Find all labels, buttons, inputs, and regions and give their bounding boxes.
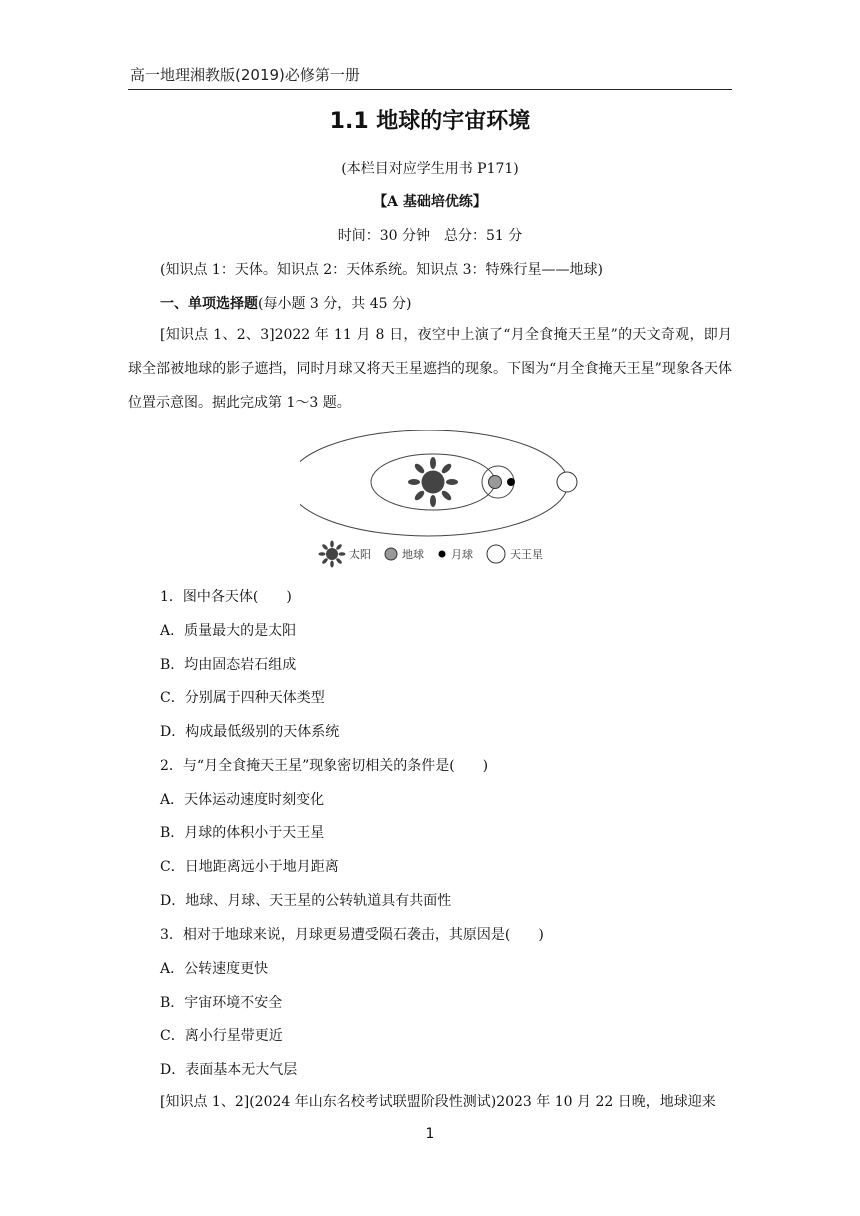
legend-item-uranus (485, 543, 543, 565)
uranus-legend-icon (485, 543, 507, 565)
moon-icon (507, 478, 515, 486)
intro-1-text: 2022 年 11 月 8 日，夜空中上演了“月全食掩天王星”的天文奇观，即月球全部被地球的影子遮挡，同时月球又将天王星遮挡的现象。下图为“月全食掩天王星”现象各天体位置示意图。据此完成第 1～3 题。 (128, 327, 732, 411)
knowledge-points: (知识点 1：天体。知识点 2：天体系统。知识点 3：特殊行星——地球) (160, 262, 603, 278)
page-title: 1.1 地球的宇宙环境 (329, 109, 531, 134)
intro-2-tag: [知识点 1、2] (160, 1094, 250, 1110)
question-3-stem: 3．相对于地球来说，月球更易遭受陨石袭击，其原因是( ) (160, 927, 544, 943)
page-number: 1 (425, 1126, 435, 1142)
intro-paragraph-2 (128, 1085, 732, 1119)
running-header: 高一地理湘教版(2019)必修第一册 (130, 66, 360, 84)
time-score: 时间：30 分钟 总分：51 分 (337, 228, 523, 244)
part-heading-title: 一、单项选择题 (160, 296, 258, 312)
question-2-option-b: B．月球的体积小于天王星 (160, 825, 325, 841)
question-3-option-c: C．离小行星带更近 (160, 1028, 283, 1044)
earth-legend-icon (383, 546, 399, 562)
question-3-option-a: A．公转速度更快 (160, 961, 269, 977)
question-1-option-a: A．质量最大的是太阳 (160, 623, 297, 639)
diagram-legend (318, 540, 555, 568)
part-heading-note: (每小题 3 分，共 45 分) (258, 296, 412, 312)
book-reference: (本栏目对应学生用书 P171) (341, 161, 519, 177)
intro-1-tag: [知识点 1、2、3] (160, 327, 275, 343)
question-1-stem: 1．图中各天体( ) (160, 589, 292, 605)
intro-paragraph-1 (128, 318, 732, 420)
question-3-option-d: D．表面基本无大气层 (160, 1062, 298, 1078)
orbit-diagram-svg (300, 430, 590, 542)
intro-2-text: (2024 年山东名校考试联盟阶段性测试)2023 年 10 月 22 日晚，地球迎来 (249, 1094, 716, 1110)
legend-label-uranus: 天王星 (510, 548, 543, 561)
orbit-diagram (300, 430, 590, 546)
question-2-option-d: D．地球、月球、天王星的公转轨道具有共面性 (160, 893, 452, 909)
legend-item-earth (383, 546, 424, 562)
legend-item-moon (436, 546, 473, 562)
uranus-icon (557, 472, 577, 492)
legend-label-moon: 月球 (451, 548, 473, 561)
question-1-option-c: C．分别属于四种天体类型 (160, 690, 325, 706)
legend-label-sun: 太阳 (349, 548, 371, 561)
section-label: 【A 基础培优练】 (373, 194, 487, 210)
question-2-option-c: C．日地距离远小于地月距离 (160, 859, 339, 875)
header-divider (128, 89, 732, 90)
legend-label-earth: 地球 (402, 548, 424, 561)
question-2-option-a: A．天体运动速度时刻变化 (160, 792, 325, 808)
question-3-option-b: B．宇宙环境不安全 (160, 995, 283, 1011)
question-2-stem: 2．与“月全食掩天王星”现象密切相关的条件是( ) (160, 758, 489, 774)
earth-icon (489, 476, 502, 489)
sun-legend-icon (318, 540, 346, 568)
question-1-option-b: B．均由固态岩石组成 (160, 657, 297, 673)
part-heading (160, 293, 411, 313)
question-1-option-d: D．构成最低级别的天体系统 (160, 724, 340, 740)
moon-legend-icon (436, 548, 448, 560)
legend-item-sun (318, 540, 371, 568)
sun-icon (408, 457, 458, 507)
